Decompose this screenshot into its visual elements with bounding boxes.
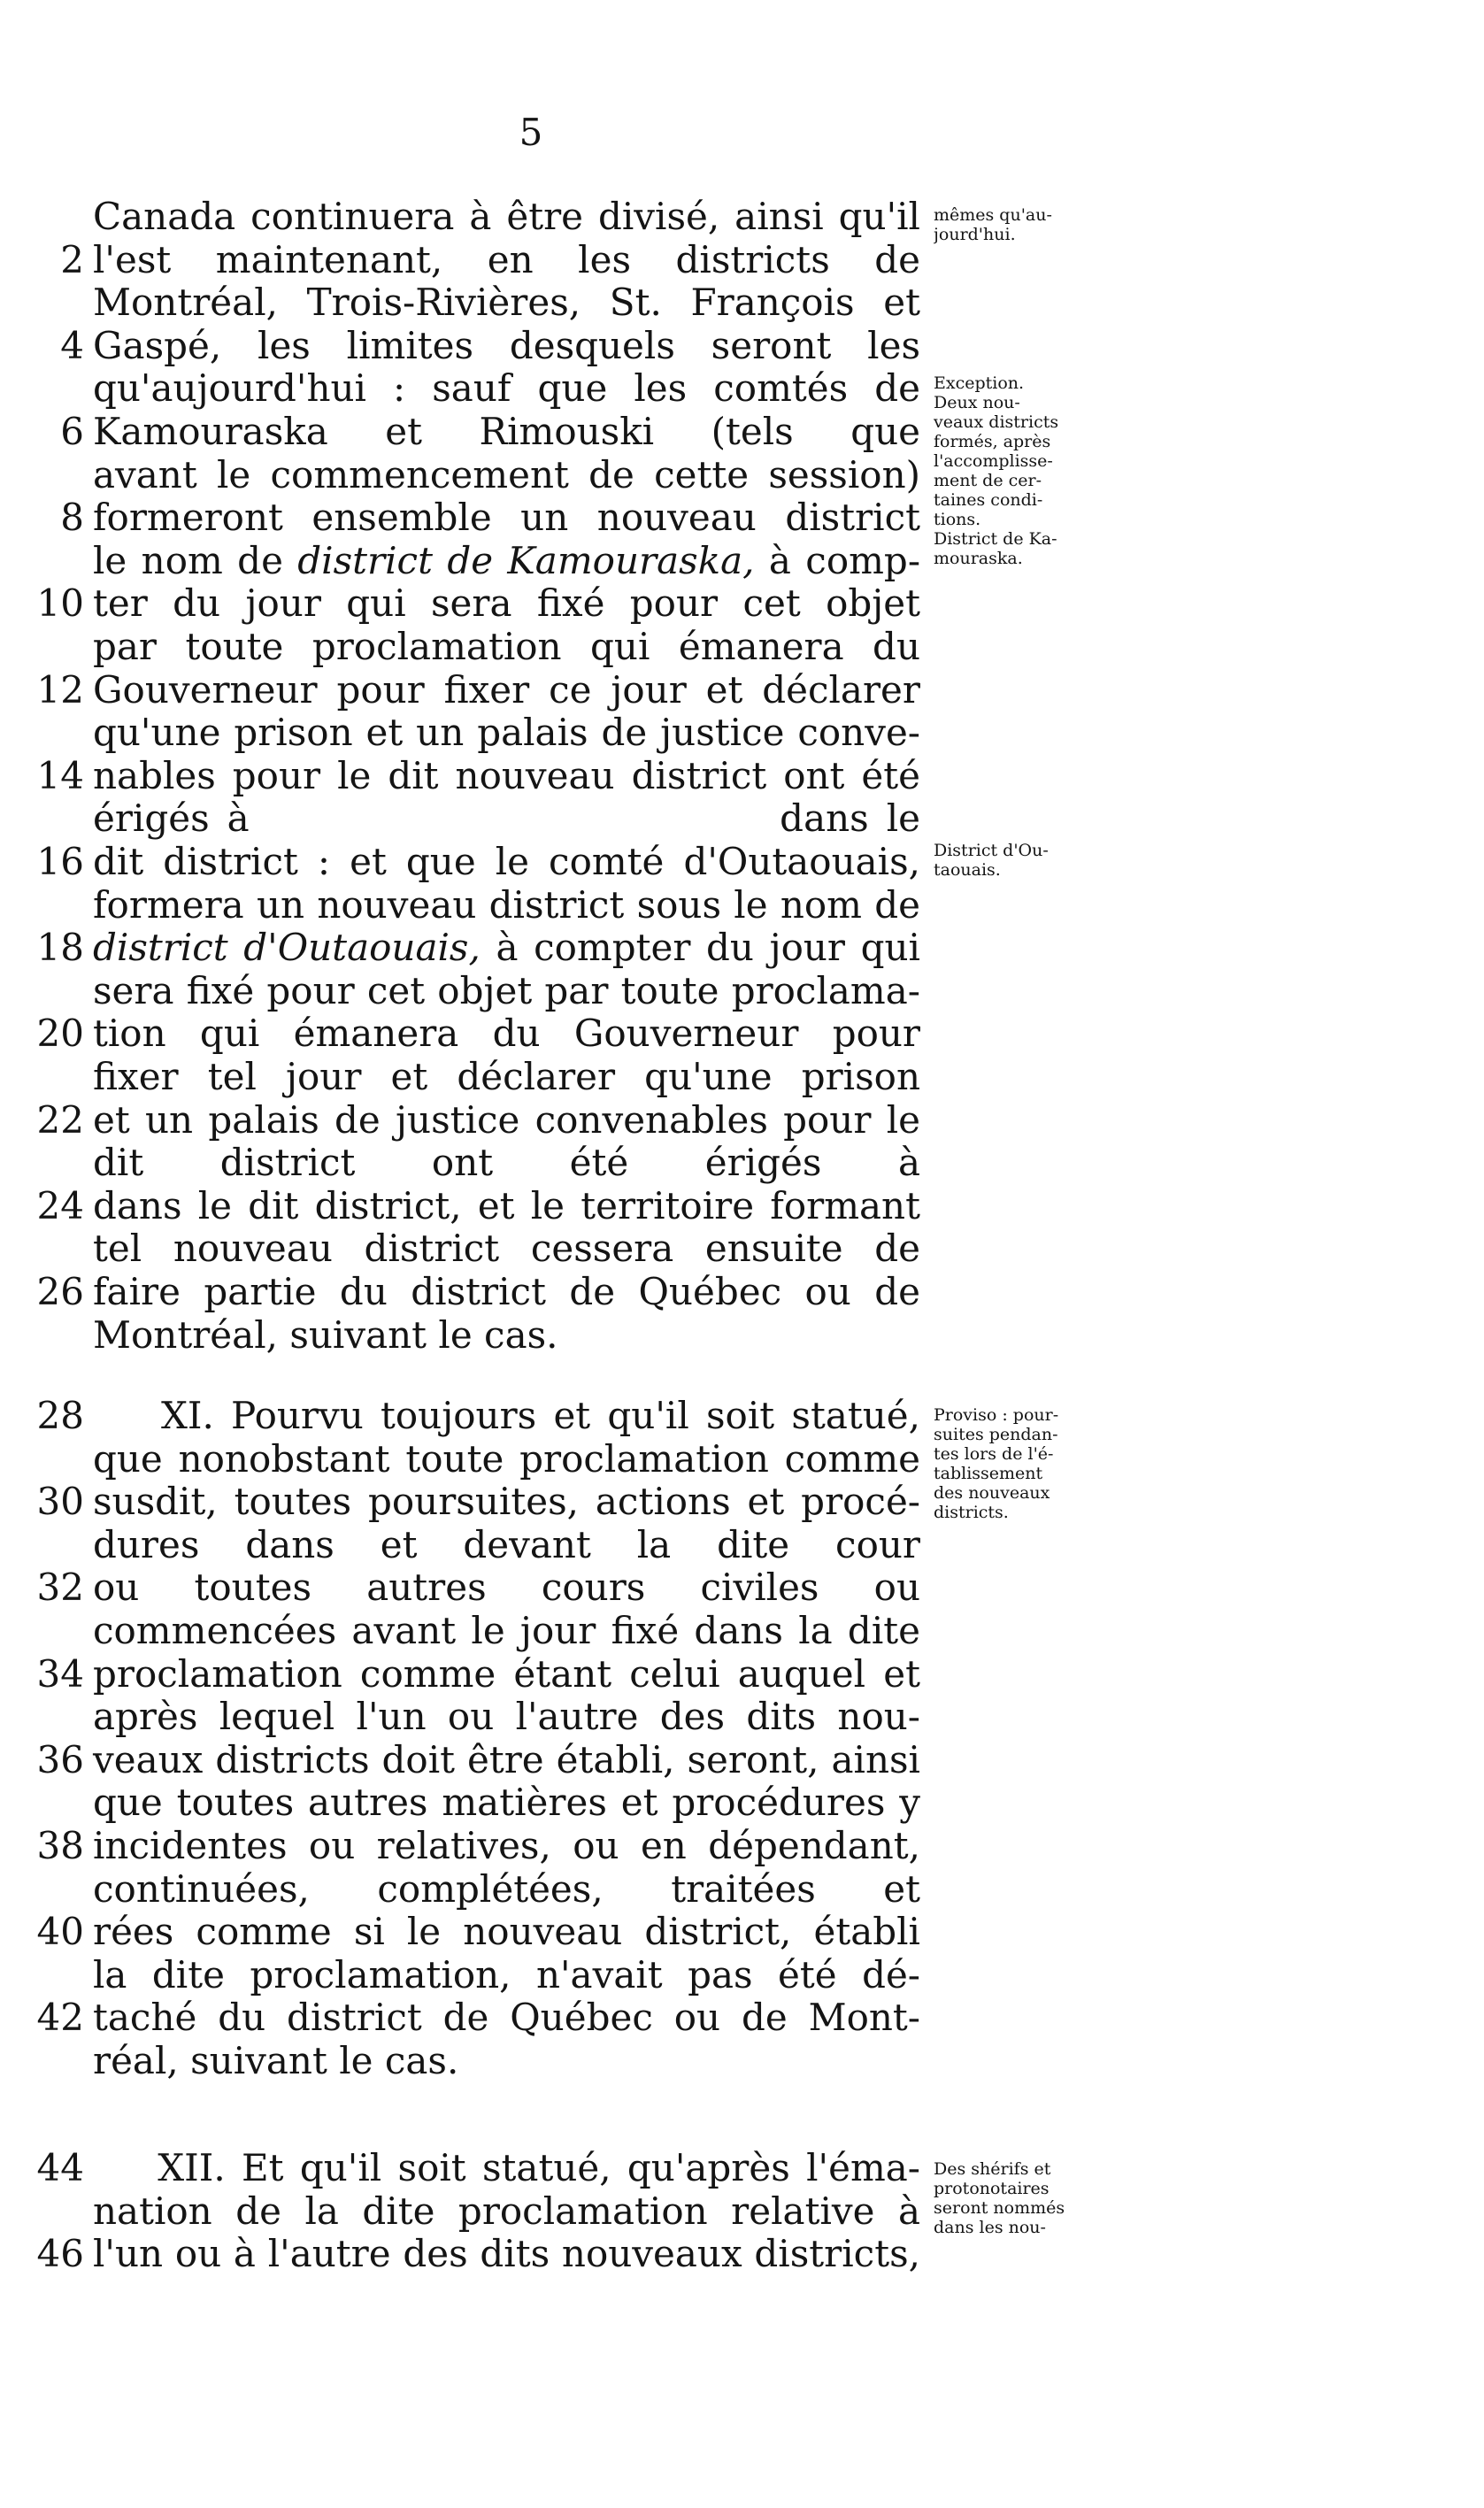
line-number: 28 xyxy=(36,1394,84,1437)
line-text: susdit, toutes poursuites, actions et procé- xyxy=(93,1480,920,1524)
line-text: Kamouraska et Rimouski (tels que xyxy=(93,410,920,453)
text-line xyxy=(35,1141,920,1185)
line-text: avant le commencement de cette session) xyxy=(93,452,920,496)
line-text: l'un ou à l'autre des dits nouveaux districts, xyxy=(93,2232,920,2276)
line-text: que nonobstant toute proclamation comme xyxy=(93,1436,920,1481)
line-text-before: le nom de xyxy=(93,538,298,582)
line-number: 30 xyxy=(36,1480,84,1524)
margin-note-line: taouais. xyxy=(934,860,1001,880)
line-text: rées comme si le nouveau district, établi xyxy=(93,1910,920,1954)
line-number: 44 xyxy=(36,2146,84,2189)
line-text-italic: district de Kamouraska, xyxy=(297,538,755,582)
margin-note-line: tes lors de l'é- xyxy=(934,1444,1054,1464)
line-text: qu'une prison et un palais de justice conve- xyxy=(93,711,920,755)
text-line xyxy=(35,1394,920,1438)
line-number: 12 xyxy=(36,667,84,712)
text-line xyxy=(35,969,920,1013)
line-text: l'est maintenant, en les districts de xyxy=(93,237,920,281)
line-text: tel nouveau district cessera ensuite de xyxy=(93,1227,920,1271)
line-number: 18 xyxy=(36,926,84,970)
text-line xyxy=(35,796,920,841)
line-text: XII. Et qu'il soit statué, qu'après l'éma- xyxy=(93,2146,920,2189)
line-text: commencées avant le jour fixé dans la dite xyxy=(93,1609,920,1652)
line-text: que toutes autres matières et procédures y xyxy=(93,1781,920,1825)
line-text: fixer tel jour et déclarer qu'une prison xyxy=(93,1055,920,1098)
text-line xyxy=(35,1012,920,1056)
line-text-italic: district d'Outaouais, xyxy=(93,926,481,970)
page-number: 5 xyxy=(519,111,543,154)
text-line xyxy=(35,1738,920,1782)
line-text: formeront ensemble un nouveau district xyxy=(93,496,920,540)
margin-note-line: ment de cer- xyxy=(934,471,1042,490)
margin-note-line: Des shérifs et xyxy=(934,2159,1051,2179)
line-number: 2 xyxy=(60,237,84,281)
line-text: Montréal, suivant le cas. xyxy=(93,1312,558,1357)
text-line xyxy=(35,1270,920,1314)
margin-note-line: districts. xyxy=(934,1503,1009,1522)
text-line xyxy=(35,324,920,368)
text-line xyxy=(35,453,920,497)
line-text: par toute proclamation qui émanera du xyxy=(93,625,920,668)
margin-note-line: dans les nou- xyxy=(934,2218,1046,2237)
margin-note-line: Exception. xyxy=(934,373,1025,393)
line-text: dit district ont été érigés à xyxy=(93,1141,920,1185)
line-number: 4 xyxy=(60,323,84,367)
text-line xyxy=(35,1695,920,1739)
text-line xyxy=(35,1996,920,2040)
text-line xyxy=(35,1313,920,1358)
margin-note-line: veaux districts xyxy=(934,412,1059,432)
text-line xyxy=(35,625,920,669)
line-text: réal, suivant le cas. xyxy=(93,2039,459,2082)
text-line xyxy=(35,1437,920,1481)
margin-note-line: seront nommés xyxy=(934,2198,1065,2218)
line-text: formera un nouveau district sous le nom de xyxy=(93,882,920,927)
margin-note-line: des nouveaux xyxy=(934,1483,1050,1503)
text-line xyxy=(35,581,920,626)
line-number: 38 xyxy=(36,1824,84,1867)
text-line xyxy=(35,539,920,583)
line-text: continuées, complétées, traitées et xyxy=(93,1866,920,1911)
text-line xyxy=(35,2232,920,2276)
line-text: après lequel l'un ou l'autre des dits nou- xyxy=(93,1695,920,1739)
line-text: sera fixé pour cet objet par toute proclama- xyxy=(93,968,920,1012)
text-line xyxy=(35,1609,920,1653)
line-text: veaux districts doit être établi, seront, ainsi xyxy=(93,1737,920,1781)
line-text: incidentes ou relatives, ou en dépendant, xyxy=(93,1824,920,1867)
text-line xyxy=(35,1953,920,1997)
text-line xyxy=(35,1055,920,1099)
text-line xyxy=(35,281,920,325)
line-number: 26 xyxy=(36,1270,84,1313)
line-text: Canada continuera à être divisé, ainsi qu'il xyxy=(93,195,920,238)
text-line xyxy=(35,1867,920,1912)
margin-note-line: taines condi- xyxy=(934,490,1043,510)
text-line xyxy=(35,195,920,239)
line-number: 32 xyxy=(36,1566,84,1610)
line-text: nation de la dite proclamation relative à xyxy=(93,2189,920,2233)
line-number: 20 xyxy=(36,1012,84,1056)
text-line xyxy=(35,1480,920,1524)
line-text: ter du jour qui sera fixé pour cet objet xyxy=(93,581,920,626)
text-line xyxy=(35,840,920,884)
line-text: proclamation comme étant celui auquel et xyxy=(93,1651,920,1696)
text-line xyxy=(35,1566,920,1610)
line-number: 8 xyxy=(60,496,84,540)
text-line xyxy=(35,1652,920,1696)
line-text xyxy=(93,926,920,970)
text-line xyxy=(35,711,920,755)
margin-note-line: l'accomplisse- xyxy=(934,451,1053,471)
line-text: et un palais de justice convenables pour le xyxy=(93,1097,920,1142)
margin-note-line: mêmes qu'au- xyxy=(934,205,1052,225)
text-line xyxy=(35,1098,920,1142)
margin-note-line: District d'Ou- xyxy=(934,841,1049,860)
line-text: Montréal, Trois-Rivières, St. François et xyxy=(93,281,920,325)
text-line xyxy=(35,1910,920,1954)
margin-note-line: suites pendan- xyxy=(934,1425,1058,1444)
line-number: 16 xyxy=(36,840,84,883)
line-number: 6 xyxy=(60,410,84,453)
line-text: ou toutes autres cours civiles ou xyxy=(93,1566,920,1610)
line-number: 14 xyxy=(36,753,84,797)
line-text-after: à compter du jour qui xyxy=(480,926,920,970)
line-text: tion qui émanera du Gouverneur pour xyxy=(93,1012,920,1056)
text-line xyxy=(35,883,920,927)
line-text: XI. Pourvu toujours et qu'il soit statué, xyxy=(93,1394,920,1437)
text-line xyxy=(35,1781,920,1825)
line-text: faire partie du district de Québec ou de xyxy=(93,1270,920,1313)
margin-note-line: tablissement xyxy=(934,1464,1043,1483)
line-text: dit district : et que le comté d'Outaouais, xyxy=(93,840,920,883)
text-line xyxy=(35,668,920,712)
margin-note-line: formés, après xyxy=(934,432,1051,451)
text-line xyxy=(35,926,920,970)
line-text xyxy=(93,539,920,583)
text-line xyxy=(35,754,920,798)
line-number: 40 xyxy=(36,1910,84,1954)
line-text: Gaspé, les limites desquels seront les xyxy=(93,323,920,367)
margin-note-line: tions. xyxy=(934,510,981,529)
line-text: dures dans et devant la dite cour xyxy=(93,1522,920,1566)
line-text-after: à comp- xyxy=(754,538,920,582)
margin-note-line: Proviso : pour- xyxy=(934,1405,1059,1425)
text-line xyxy=(35,496,920,540)
line-number: 24 xyxy=(36,1183,84,1227)
text-line xyxy=(35,1184,920,1228)
text-line xyxy=(35,1824,920,1868)
text-line xyxy=(35,2146,920,2190)
text-line xyxy=(35,2189,920,2234)
line-text: nables pour le dit nouveau district ont été xyxy=(93,753,920,797)
margin-note-line: District de Ka- xyxy=(934,529,1057,549)
line-number: 34 xyxy=(36,1651,84,1696)
line-text: la dite proclamation, n'avait pas été dé- xyxy=(93,1952,920,1996)
line-text: dans le dit district, et le territoire formant xyxy=(93,1183,920,1227)
line-number: 36 xyxy=(36,1737,84,1781)
line-text: érigés à dans le xyxy=(93,796,920,841)
line-number: 10 xyxy=(36,581,84,626)
line-number: 22 xyxy=(36,1097,84,1142)
margin-note-line: Deux nou- xyxy=(934,393,1020,412)
line-number: 42 xyxy=(36,1996,84,2040)
line-text: taché du district de Québec ou de Mont- xyxy=(93,1996,920,2040)
text-line xyxy=(35,1523,920,1567)
text-line xyxy=(35,238,920,282)
line-text: qu'aujourd'hui : sauf que les comtés de xyxy=(93,366,920,411)
margin-note-line: mouraska. xyxy=(934,549,1023,568)
margin-note-line: protonotaires xyxy=(934,2179,1050,2198)
text-line xyxy=(35,366,920,411)
line-text: Gouverneur pour fixer ce jour et déclarer xyxy=(93,667,920,712)
text-line xyxy=(35,1227,920,1271)
text-line xyxy=(35,410,920,454)
text-line xyxy=(35,2039,920,2083)
line-number: 46 xyxy=(36,2232,84,2276)
margin-note-line: jourd'hui. xyxy=(934,225,1016,244)
